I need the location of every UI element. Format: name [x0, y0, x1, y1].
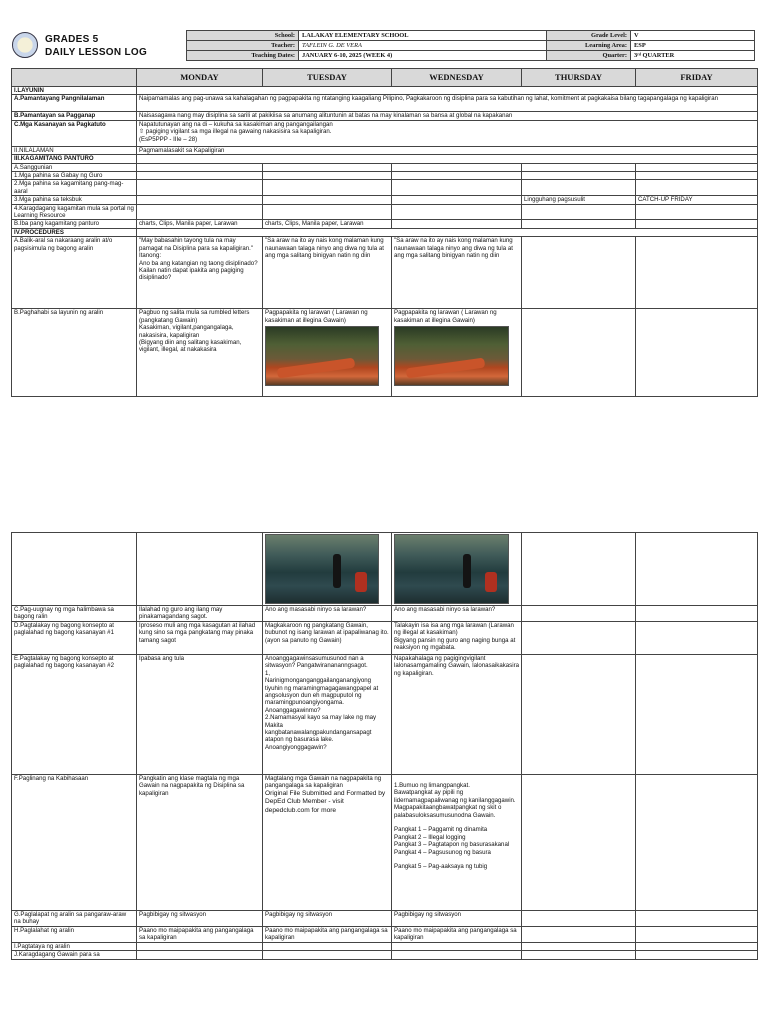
row-label: 3.Mga pahina sa teksbuk	[12, 196, 137, 204]
corner-cell	[12, 69, 137, 87]
row-label: J.Karagdagang Gawain para sa	[12, 951, 137, 959]
wednesday-cell: 1.Bumuo ng limangpangkat. Bawatpangkat ay pipili ng lidernamagpapaliwanag ng kanilanggagawin. Magpapakitaangbawatpangkat ng skit o palabasuloksasumusunodna Gawain. Pangkat 1 – Paggamit ng dinamita Pangkat 2 – Illegal logging Pangkat 3 – Pagtatapon ng basurasakanal Pangkat 4 – Pagsusunog ng basura Pangkat 5 – Pag-aaksaya ng tubig	[392, 775, 522, 911]
row-label: 1.Mga pahina sa Gabay ng Guro	[12, 172, 137, 180]
tuesday-cell: Paano mo maipapakita ang pangangalaga sa kapaligiran	[263, 927, 392, 943]
monday-cell: Ipabasa ang tula	[137, 655, 263, 775]
logging-photo	[265, 326, 379, 386]
tuesday-cell: Anoanggagawinsasumusunod nan a sitwasyon? Pangatwiranananngsagot. 1, Narinigmonganganggailanganangiyong tiyuhin ng maramingmagagawangpapel at angsolusyon dun eh magpuputol ng maramingpunoangiyongama. Anoanggagawinmo? 2.Namamasyal kayo sa may lake ng may Makita kangbatanawalangpakundangansapagt atapon ng basurasa lake. Anoangiyonggagawin?	[263, 655, 392, 775]
title-dll: DAILY LESSON LOG	[45, 47, 148, 58]
day-header: MONDAY	[137, 69, 263, 87]
lesson-table-part1	[11, 68, 758, 397]
day-header: THURSDAY	[522, 69, 636, 87]
competency-line: ⇧ pagiging vigilant sa mga illegal na gawaing nakasisira sa kapaligiran.	[139, 128, 332, 136]
lesson-table-part2	[11, 532, 758, 960]
row-label: C.Pag-uugnay ng mga halimbawa sa bagong ralin	[12, 606, 137, 622]
school-label: School:	[187, 31, 299, 41]
row-label: 2.Mga pahina sa kagamitang pang-mag-aaral	[12, 180, 137, 196]
row-label: C.Mga Kasanayan sa Pagkatuto	[12, 120, 137, 146]
grade-label: Grade Level:	[547, 31, 631, 41]
row-label: B.Iba pang kagamitang panturo	[12, 220, 137, 228]
row-label: II.NILALAMAN	[12, 146, 137, 154]
section-heading: III.KAGAMITANG PANTURO	[12, 155, 137, 163]
deped-seal-icon	[12, 32, 38, 58]
day-header: FRIDAY	[636, 69, 758, 87]
monday-cell: charts, Clips, Manila paper, Larawan	[137, 220, 263, 228]
monday-cell: Pagbibigay ng sitwasyon	[137, 911, 263, 927]
monday-cell: Ilalahad ng guro ang ilang may pinakamagandang sagot.	[137, 606, 263, 622]
friday-cell: CATCH-UP FRIDAY	[636, 196, 758, 204]
wednesday-cell: Paano mo maipapakita ang pangangalaga sa kapaligiran	[392, 927, 522, 943]
dates-value: JANUARY 6-10, 2025 (WEEK 4)	[299, 51, 547, 61]
layunin-heading: I.LAYUNIN	[12, 87, 137, 95]
logging-photo	[394, 326, 509, 386]
monday-cell: Pagbuo ng salita mula sa rumbled letters (pangkatang Gawain) Kasakiman, vigilant,pangangalaga, nakasisira, kapaligiran (Bigyang diin ang salitang kasakiman, vigilant, illegal, at nakakasira	[137, 309, 263, 397]
row-label: E.Pagtalakay ng bagong konsepto at paglalahad ng bagong kasanayan #2	[12, 655, 137, 775]
tuesday-cell: Magtalang mga Gawain na nagpapakita ng pangangalaga sa kapaligiran Original File Submitted and Formatted by DepEd Club Member - visit depedclub.com for more	[263, 775, 392, 911]
monday-cell: "May babasahin tayong tula na may pamagat na Disiplina para sa kapaligiran." Itanong: Ano ba ang katangian ng taong disiplinado? Kailan natin dapat ipakita ang pagiging disiplinado?	[137, 237, 263, 309]
row-label: A.Pamantayang Pangnilalaman	[12, 95, 137, 112]
monday-cell: Pangkatin ang klase magtala ng mga Gawain na nagpapakita ng Disiplina sa kapaligiran	[137, 775, 263, 911]
wednesday-cell	[392, 533, 522, 606]
tuesday-cell: "Sa araw na ito ay nais kong malaman kung naunawaan talaga ninyo ang diwa ng tula at ang mga salitang binigyan natin ng diin	[263, 237, 392, 309]
wednesday-cell: "Sa araw na ito ay nais kong malaman kung naunawaan talaga ninyo ang diwa ng tula at ang mga salitang binigyan natin ng diin	[392, 237, 522, 309]
row-label: F.Paglinang na Kabihasaan	[12, 775, 137, 911]
monday-cell: Iproseso muli ang mga kasagutan at ilahad kung sino sa mga pangkatang may pinaka tamang sagot	[137, 622, 263, 655]
row-label: A.Balik-aral sa nakaraang aralin at/o pagsisimula ng bagong aralin	[12, 237, 137, 309]
teacher-value: TAFLEIN G. DE VERA	[299, 41, 547, 51]
teacher-label: Teacher:	[187, 41, 299, 51]
row-value: Naipamamalas ang pag-unawa sa kahalagahan ng pagpapakita ng ntatanging kaagaliang Pilipino, Pagkakaroon ng disiplina para sa kabutihan ng lahat, komitment at pagkakaisa bilang tagapangalaga ng kapaligiran	[137, 95, 758, 112]
tuesday-cell	[263, 533, 392, 606]
tuesday-cell: Pagpapakita ng larawan ( Larawan ng kasakiman at illegina Gawain)	[263, 309, 392, 397]
area-value: ESP	[631, 41, 755, 51]
grade-value: V	[631, 31, 755, 41]
quarter-label: Quarter:	[547, 51, 631, 61]
day-header: WEDNESDAY	[392, 69, 522, 87]
header-info-table	[186, 30, 755, 61]
wednesday-cell: Pagpapakita ng larawan ( Larawan ng kasakiman at illegina Gawain)	[392, 309, 522, 397]
thursday-cell: Lingguhang pagsusulit	[522, 196, 636, 204]
row-value	[137, 120, 758, 146]
quarter-value: 3ʳᵈ QUARTER	[631, 51, 755, 61]
row-label: A.Sanggunian	[12, 163, 137, 171]
watermark-note: Original File Submitted and Formatted by DepEd Club Member - visit depedclub.com for more	[265, 789, 386, 814]
tuesday-cell: Pagbibigay ng sitwasyon	[263, 911, 392, 927]
row-label: G.Paglalapat ng aralin sa pangaraw-araw na buhay	[12, 911, 137, 927]
day-header-row	[12, 69, 758, 87]
row-label: B.Paghahabi sa layunin ng aralin	[12, 309, 137, 397]
littering-lake-photo	[265, 534, 379, 604]
day-header: TUESDAY	[263, 69, 392, 87]
row-value: Naisasagawa nang may disiplina sa sarili at pakikiisa sa anumang alituntunin at batas na may kinalaman sa bansa at global na kapakanan	[137, 112, 758, 120]
tuesday-cell: Ano ang masasabi ninyo sa larawan?	[263, 606, 392, 622]
dates-label: Teaching Dates:	[187, 51, 299, 61]
row-value: Pagmamalasakit sa Kapaligiran	[137, 146, 758, 154]
section-heading: IV.PROCEDURES	[12, 228, 137, 236]
competency-line: Napatutunayan ang na di – kukuha sa kasakiman ang pangangailangan	[139, 120, 333, 128]
tuesday-cell: Magkakaroon ng pangkatang Gawain, bubunot ng isang larawan at ipapaliwanag ito. (ayon sa panuto ng Gawain)	[263, 622, 392, 655]
row-label: I.Pagtataya ng aralin	[12, 943, 137, 951]
row-label: 4.Karagdagang kagamitan mula sa portal ng Learning Resource	[12, 204, 137, 220]
monday-cell: Paano mo maipapakita ang pangangalaga sa kapaligiran	[137, 927, 263, 943]
bullet-icon: ⇧	[139, 128, 145, 136]
row-label: H.Paglalahat ng aralin	[12, 927, 137, 943]
wednesday-cell: Pagbibigay ng sitwasyon	[392, 911, 522, 927]
school-value: LALAKAY ELEMENTARY SCHOOL	[299, 31, 547, 41]
wednesday-cell: Talakayin isa isa ang mga larawan (Larawan ng illegal at kasakiman) Bigyang pansin ng guro ang naging bunga at reaksiyon ng mgabata.	[392, 622, 522, 655]
competency-code: (EsP5PPP - IIIe – 28)	[139, 135, 198, 143]
wednesday-cell: Napakahalaga ng pagigingvigilant lalonasamgamaling Gawain, lalonasaikakasira ng kapaligiran.	[392, 655, 522, 775]
wednesday-cell: Ano ang masasabi ninyo sa larawan?	[392, 606, 522, 622]
row-label: B.Pamantayan sa Pagganap	[12, 112, 137, 120]
littering-lake-photo	[394, 534, 509, 604]
title-grade: GRADES 5	[45, 34, 99, 45]
row-label: D.Pagtalakay ng bagong konsepto at paglalahad ng bagong kasanayan #1	[12, 622, 137, 655]
tuesday-cell: charts, Clips, Manila paper, Larawan	[263, 220, 392, 228]
area-label: Learning Area:	[547, 41, 631, 51]
document-title	[45, 33, 147, 59]
